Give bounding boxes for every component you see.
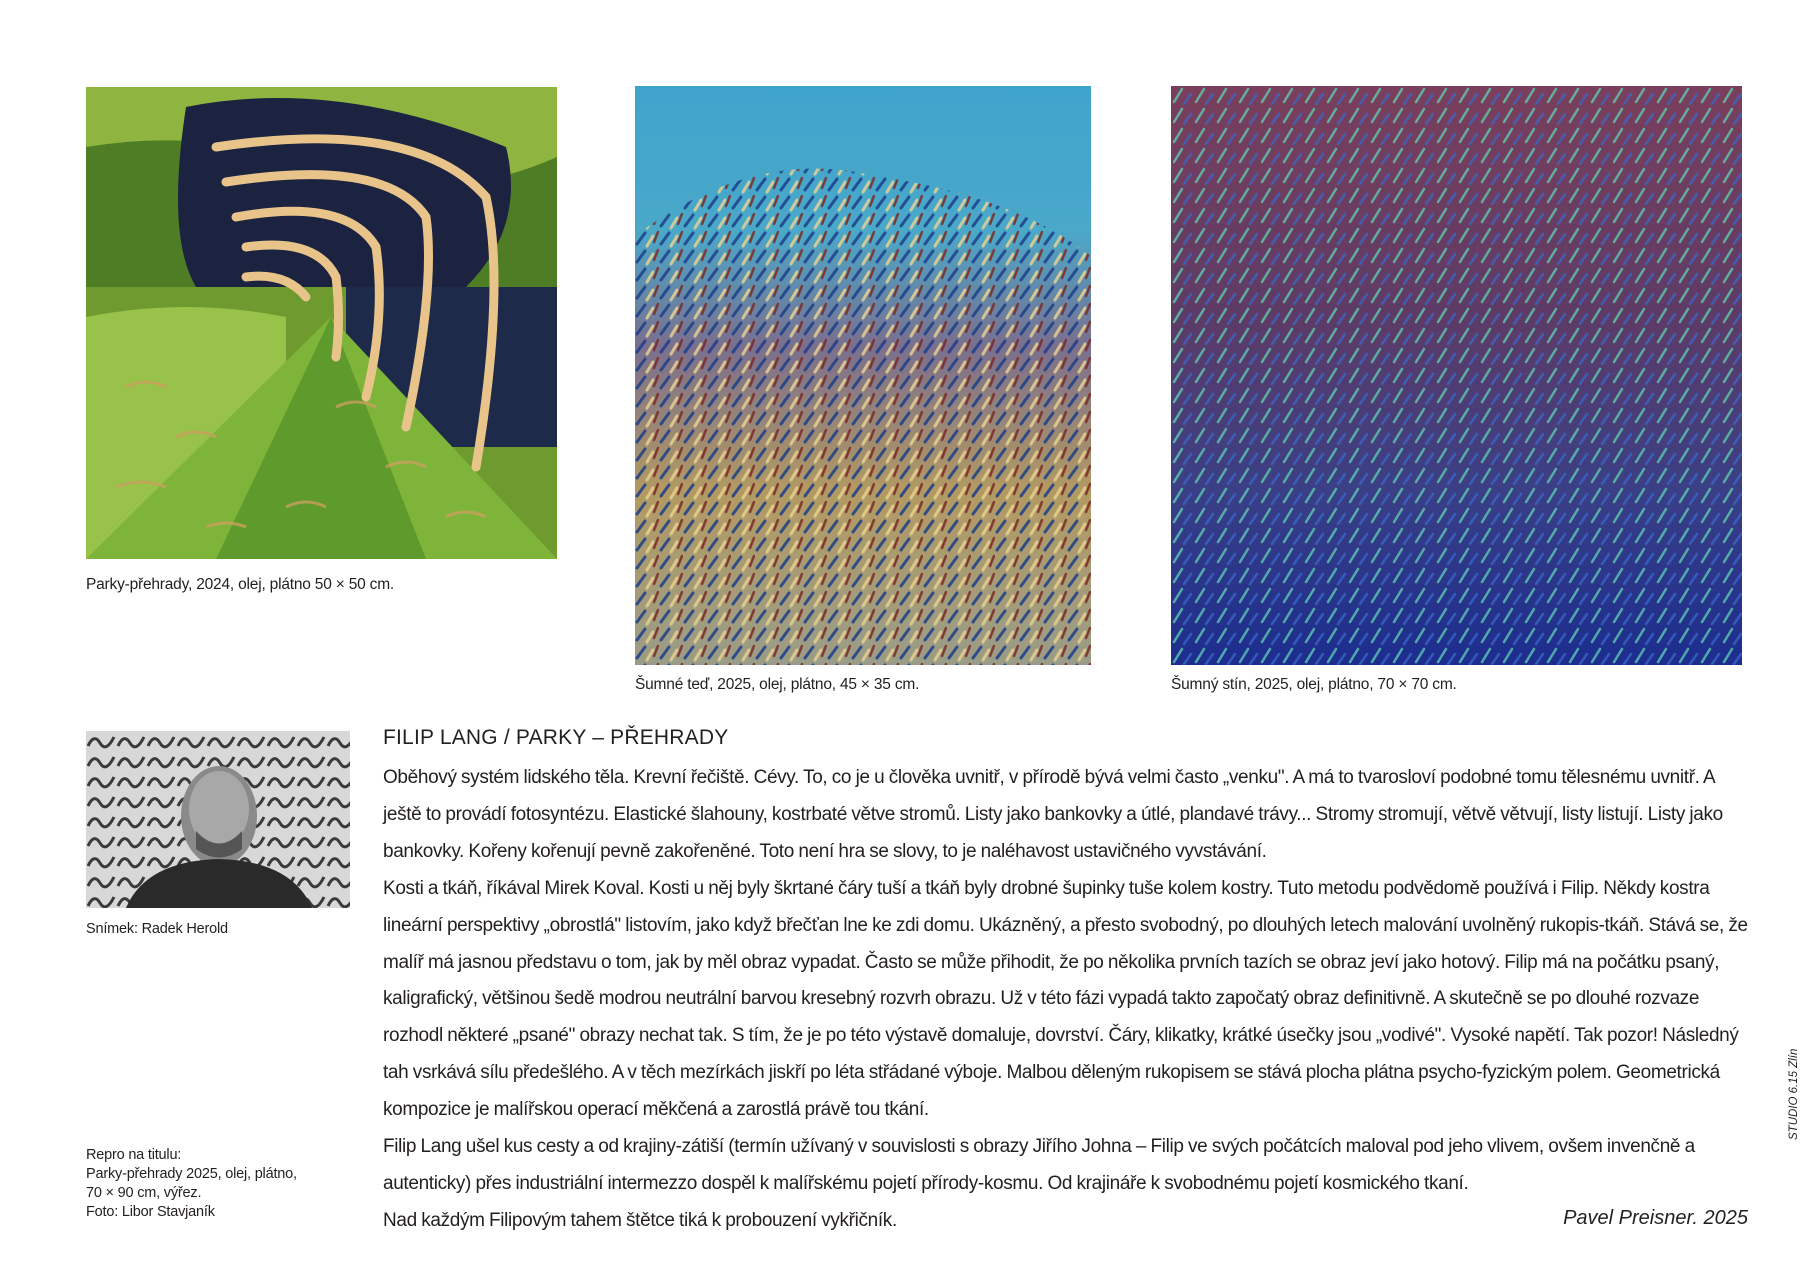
article-paragraph: Nad každým Filipovým tahem štětce tiká k probouzení vykřičník. [383, 1209, 897, 1231]
caption-painting-1: Parky-přehrady, 2024, olej, plátno 50 × 50 cm. [86, 576, 395, 593]
cover-credit-line-2: Parky-přehrady 2025, olej, plátno, [86, 1166, 297, 1182]
article-paragraph: Filip Lang ušel kus cesty a od krajiny-zátiší (termín užívaný v souvislosti s obrazy Jiřího Johna – Filip ve svých počátcích maloval pod jeho vlivem, ovšem invenčně a autenticky) přes industriální intermezzo dospěl k malířskému pojetí přírody-kosmu. Od krajináře k svobodnému pojetí kosmického tkaní. [383, 1136, 1695, 1194]
caption-painting-2: Šumné teď, 2025, olej, plátno, 45 × 35 cm. [635, 676, 920, 693]
painting-sumne-ted [635, 86, 1091, 665]
caption-painting-3: Šumný stín, 2025, olej, plátno, 70 × 70 cm. [1171, 676, 1457, 693]
painting-parky-prehrady [86, 87, 557, 559]
article-paragraph: Kosti a tkáň, říkával Mirek Koval. Kosti u něj byly škrtané čáry tuší a tkáň byly drobné šupinky tuše kolem kostry. Tuto metodu podvědomě používá i Filip. Někdy kostra lineární perspektivy „obrostlá" listovím, jako když břečťan lne ke zdi domu. Ukázněný, a přesto svobodný, po dlouhých letech malování uvolněný rukopis-tkáň. Stává se, že malíř má jasnou představu o tom, jak by měl obraz vypadat. Často se může přihodit, že po několika prvních tazích se obraz jeví jako hotový. Filip má na počátku psaný, kaligrafický, většinou šedě modrou neutrální barvou kresebný rozvrh obrazu. Už v této fázi vypadá takto započatý obraz definitivně. A skutečně se po dlouhé rozvaze rozhodl některé „psané" obrazy nechat tak. S tím, že je po této výstavě domaluje, dovrství. Čáry, klikatky, krátké úsečky jsou „vodivé". Vysoké napětí. Tak pozor! Následný tah vsrkává sílu předešlého. A v těch mezírkách jiskří po léta střádané výboje. Malbou děleným rukopisem se stává plocha plátna psycho-fyzickým polem. Geometrická kompozice je malířskou operací měkčená a zarostlá právě tou tkání. [383, 877, 1748, 1121]
side-note: STUDIO 6.15 Zlín [1788, 1048, 1800, 1140]
article-signature: Pavel Preisner. 2025 [1563, 1207, 1748, 1229]
cover-credit-line-4: Foto: Libor Stavjaník [86, 1204, 215, 1220]
article-paragraph: Oběhový systém lidského těla. Krevní řečiště. Cévy. To, co je u člověka uvnitř, v přírodě bývá velmi často „venku". A má to tvarosloví podobné tomu tělesnému uvnitř. A ještě to provádí fotosyntézu. Elastické šlahouny, kostrbaté větve stromů. Listy jako bankovky a útlé, plandavé trávy... Stromy stromují, větvě větvují, listy listují. Listy jako bankovky. Kořeny kořenují pevně zakořeněné. Toto není hra se slovy, to je naléhavost ustavičného vyvstávání. [383, 767, 1723, 862]
artist-portrait-photo [86, 731, 350, 908]
cover-credit-line-3: 70 × 90 cm, výřez. [86, 1185, 202, 1201]
article-title: FILIP LANG / PARKY – PŘEHRADY [383, 726, 729, 749]
article-body [383, 760, 1748, 1240]
painting-sumny-stin [1171, 86, 1742, 665]
cover-credit-line-1: Repro na titulu: [86, 1147, 182, 1163]
portrait-credit: Snímek: Radek Herold [86, 921, 228, 937]
